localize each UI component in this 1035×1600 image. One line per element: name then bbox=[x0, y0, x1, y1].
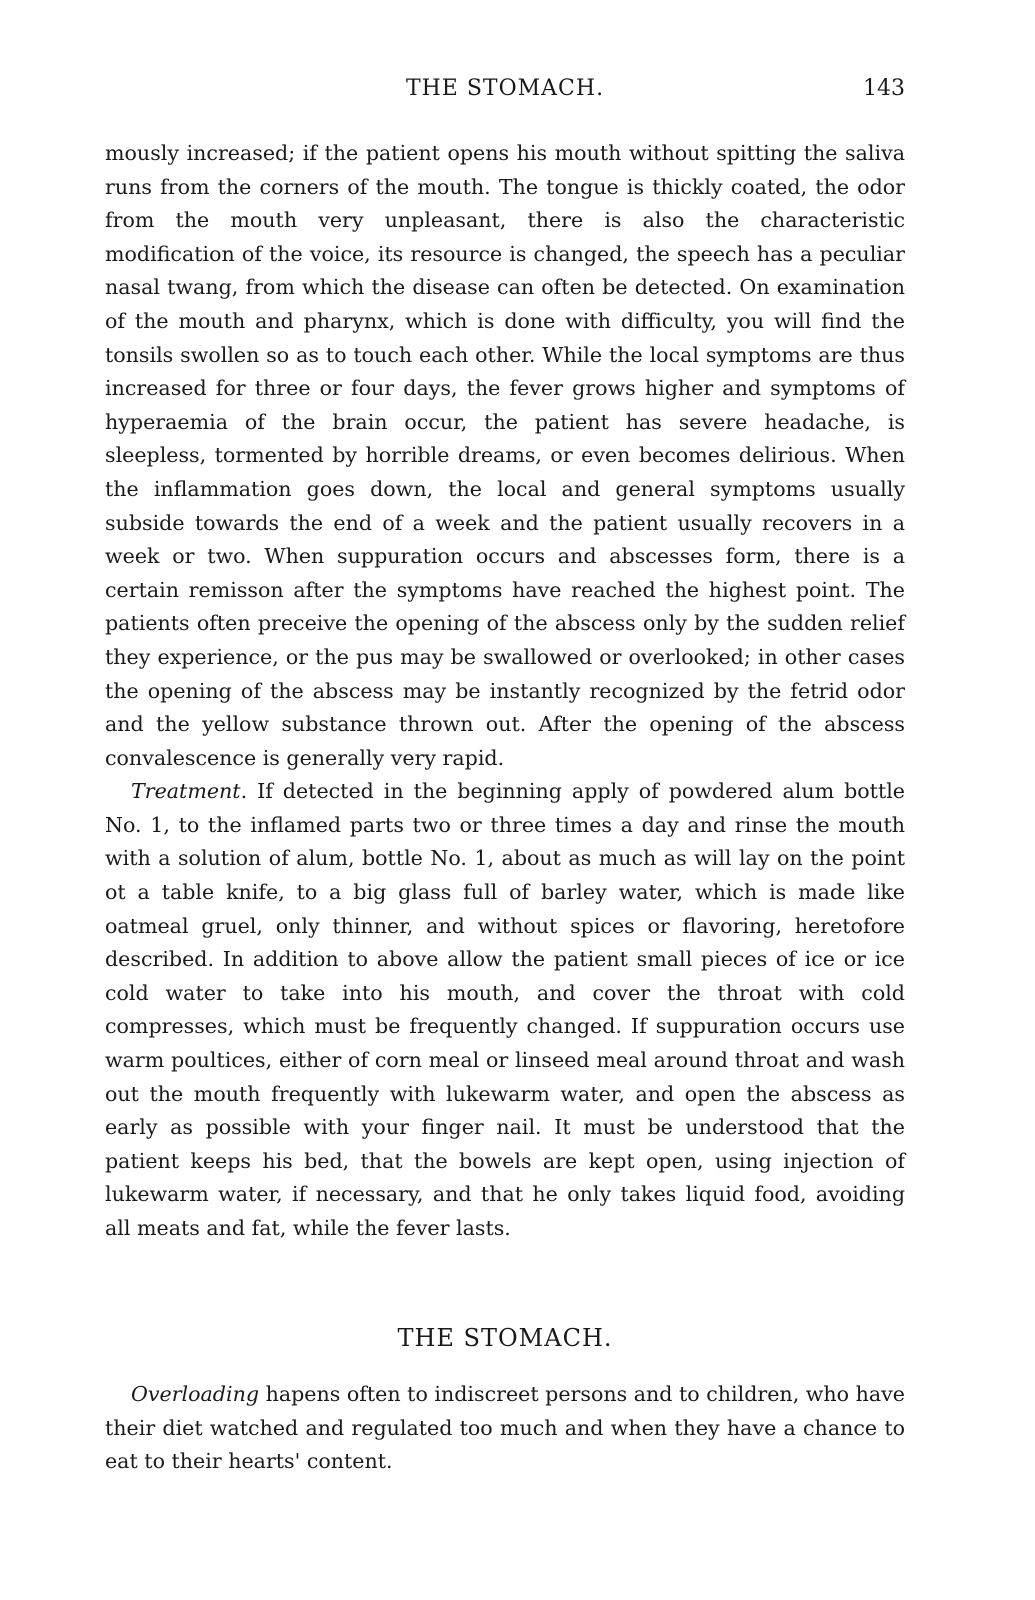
treatment-text: If detected in the beginning apply of powdered alum bottle No. 1, to the inflamed parts two or three times a day and rinse the mouth with a solution of alum, bottle No. 1, about as much as will lay on the point ot a table knife, to a big glass full of barley water, which is made like oatmeal gruel, only thinner, and without spices or flavoring, heretofore described. In addition to above allow the patient small pieces of ice or ice cold water to take into his mouth, and cover the throat with cold compresses, which must be frequently changed. If suppuration occurs use warm poultices, either of corn meal or linseed meal around throat and wash out the mouth frequently with lukewarm water, and open the abscess as early as possible with your finger nail. It must be understood that the patient keeps his bed, that the bowels are kept open, using injection of lukewarm water, if necessary, and that he only takes liquid food, avoiding all meats and fat, while the fever lasts. bbox=[105, 779, 905, 1240]
body-text bbox=[105, 137, 905, 1246]
paragraph-continuation: mously increased; if the patient opens his mouth without spitting the saliva runs from the corners of the mouth. The tongue is thickly coated, the odor from the mouth very unpleasant, there is also the characteristic modification of the voice, its resource is changed, the speech has a peculiar nasal twang, from which the disease can often be detected. On examination of the mouth and pharynx, which is done with difficulty, you will find the tonsils swollen so as to touch each other. While the local symptoms are thus increased for three or four days, the fever grows higher and symptoms of hyperaemia of the brain occur, the patient has severe headache, is sleepless, tormented by horrible dreams, or even becomes delirious. When the inflammation goes down, the local and general symptoms usually subside towards the end of a week and the patient usually recovers in a week or two. When suppuration occurs and abscesses form, there is a certain remisson after the symptoms have reached the highest point. The patients often preceive the opening of the abscess only by the sudden relief they experience, or the pus may be swallowed or overlooked; in other cases the opening of the abscess may be instantly recognized by the fetrid odor and the yellow substance thrown out. After the opening of the abscess convalescence is generally very rapid. bbox=[105, 141, 905, 770]
section-text bbox=[105, 1378, 905, 1479]
overloading-text: hapens often to indiscreet persons and to children, who have their diet watched and regulated too much and when they have a chance to eat to their hearts' content. bbox=[105, 1382, 905, 1474]
section-heading: THE STOMACH. bbox=[397, 1324, 613, 1352]
overloading-paragraph bbox=[105, 1378, 905, 1479]
treatment-label: Treatment. bbox=[131, 779, 248, 804]
treatment-paragraph bbox=[105, 775, 905, 1245]
page-number: 143 bbox=[863, 76, 905, 101]
running-title: THE STOMACH. bbox=[405, 76, 605, 101]
overloading-label: Overloading bbox=[131, 1382, 260, 1406]
book-page bbox=[105, 0, 905, 1600]
running-head bbox=[105, 76, 905, 110]
